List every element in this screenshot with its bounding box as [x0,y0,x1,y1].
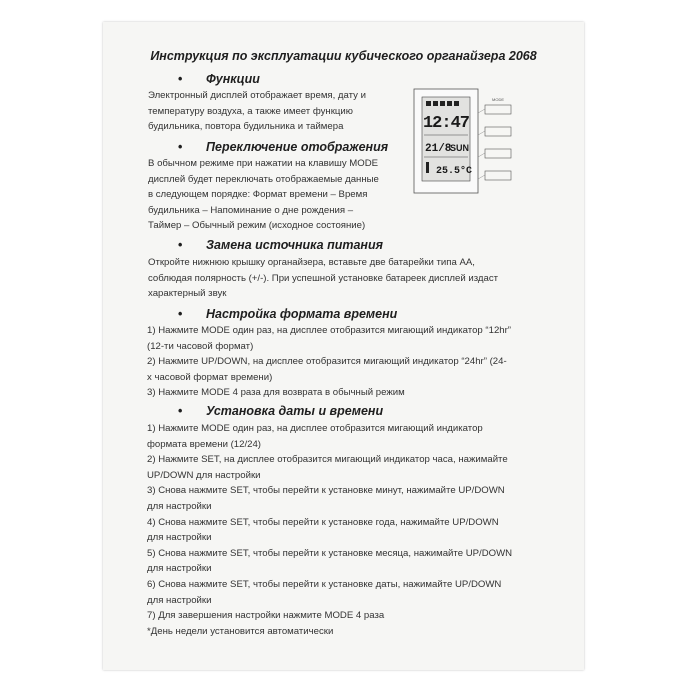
text-line: в следующем порядке: Формат времени – Время [148,189,368,201]
lcd-time: 12:47 [422,114,470,133]
section-heading-text: Замена источника питания [206,238,383,252]
section-body-functions [148,88,366,135]
leader-lines [478,109,485,179]
text-line: В обычном режиме при нажатии на клавишу MODE [148,158,379,169]
text-line: 2) Нажмите UP/DOWN, на дисплее отобразится мигающий индикатор “24hr” (24- [147,356,507,368]
text-line: 4) Снова нажмите SET, чтобы перейти к установке года, нажимайте UP/DOWN [147,516,499,528]
side-button-label: MODE [492,97,504,102]
lcd-top-icons [426,101,459,106]
side-button-set [485,127,511,136]
text-line: будильника – Напоминание о дне рождения – [148,204,354,216]
side-button-up [485,149,511,158]
section-body-display-switch [148,156,379,234]
section-heading-text: Установка даты и времени [206,404,384,418]
text-line: 3) Снова нажмите SET, чтобы перейти к установке минут, нажимайте UP/DOWN [147,485,505,497]
section-heading-text: Настройка формата времени [206,307,398,321]
text-line: дисплей будет переключать отображаемые данные [148,173,379,185]
instruction-sheet [103,22,584,670]
text-line: 6) Снова нажмите SET, чтобы перейти к установке даты, нажимайте UP/DOWN [147,578,502,590]
text-line: Откройте нижнюю крышку органайзера, вставьте две батарейки типа AA, [148,257,475,268]
text-line: формата времени (12/24) [147,438,261,450]
section-body-time-format [147,323,511,401]
text-line: будильника, повтора будильника и таймера [148,121,344,133]
text-line: Таймер – Обычный режим (исходное состояние) [148,220,366,232]
text-line: для настройки [147,532,212,544]
bullet: • [178,307,183,321]
text-line: для настройки [147,563,212,575]
lcd-temperature: 25.5°C [436,166,473,177]
text-line: 7) Для завершения настройки нажмите MODE 4 раза [147,610,385,622]
bullet: • [178,140,183,154]
section-body-date-time [147,421,512,639]
text-line: х часовой формат времени) [147,371,273,383]
document-title: Инструкция по эксплуатации кубического органайзера 2068 [150,49,537,63]
text-line: 1) Нажмите MODE один раз, на дисплее отобразится мигающий индикатор “12hr” [147,325,512,336]
section-heading-text: Функции [206,72,260,86]
section-heading-power [178,238,383,252]
side-button-down [485,171,511,180]
text-line: соблюдая полярность (+/-). При успешной установке батареек дисплей издаст [148,272,499,284]
text-line: 2) Нажмите SET, на дисплее отобразится мигающий индикатор часа, нажимайте [147,454,508,466]
section-body-power [148,255,498,302]
thermometer-icon [426,162,429,173]
side-button-mode [485,105,511,114]
bullet: • [178,404,183,418]
bullet: • [178,72,183,86]
text-line: для настройки [147,500,212,512]
text-line: Электронный дисплей отображает время, дату и [148,90,366,101]
organizer-illustration [411,83,521,198]
text-line: температуру воздуха, а также имеет функцию [148,105,353,117]
section-heading-date-time [178,404,384,418]
text-line: 5) Снова нажмите SET, чтобы перейти к установке месяца, нажимайте UP/DOWN [147,547,513,559]
lcd-date: 21/8 [425,143,452,155]
section-heading-text: Переключение отображения [206,140,389,154]
section-heading-functions [178,72,260,86]
section-heading-display-switch [178,140,389,154]
lcd-weekday: SUN [450,143,470,153]
text-line: характерный звук [148,288,227,300]
section-heading-time-format [178,307,398,321]
text-line: *День недели установится автоматически [147,625,334,637]
text-line: для настройки [147,594,212,606]
text-line: (12-ти часовой формат) [147,340,254,352]
text-line: 1) Нажмите MODE один раз, на дисплее отобразится мигающий индикатор [147,423,483,434]
text-line: UP/DOWN для настройки [147,469,261,481]
organizer-drawing [411,83,521,198]
bullet: • [178,238,183,252]
text-line: 3) Нажмите MODE 4 раза для возврата в обычный режим [147,387,405,399]
